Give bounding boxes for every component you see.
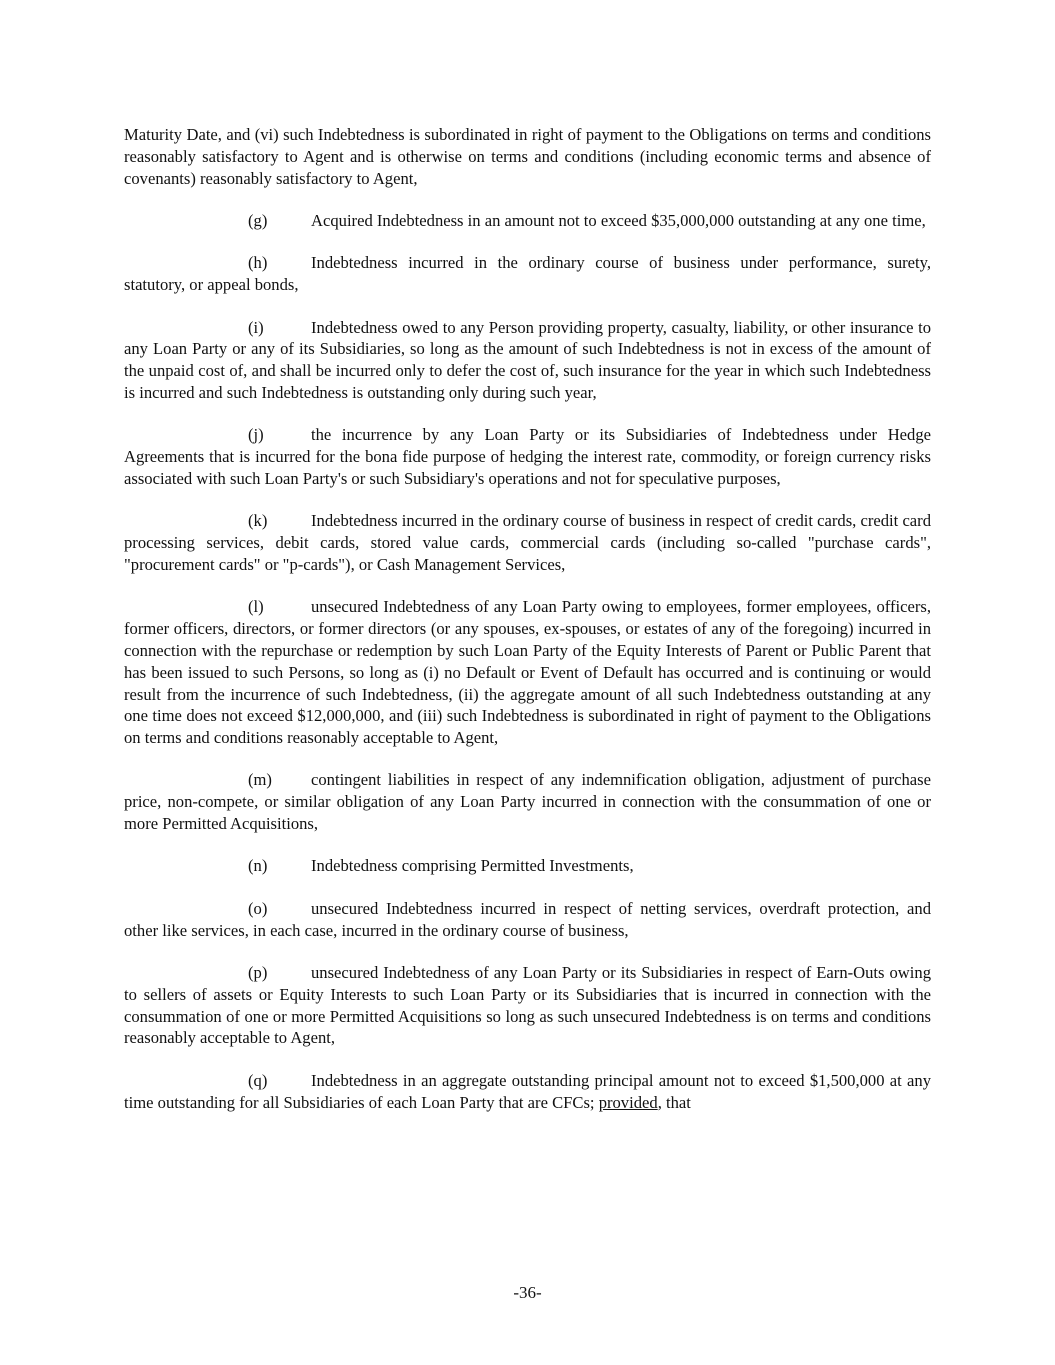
clause-tail: , that [657, 1092, 691, 1112]
clause-label: (l) [248, 597, 264, 617]
provided-term: provided [598, 1092, 658, 1112]
clause-g [124, 210, 931, 232]
clause-text: Indebtedness in an aggregate outstanding principal amount not to exceed $1,500,000 at any time outstanding for all Subsidiaries of each Loan Party that are CFCs; [124, 1070, 931, 1112]
clause-label: (p) [248, 963, 268, 983]
clause-k [124, 510, 931, 575]
clause-label: (g) [248, 210, 268, 230]
clause-m [124, 769, 931, 834]
clause-text: Indebtedness incurred in the ordinary course of business in respect of credit cards, credit card processing services, debit cards, stored value cards, commercial cards (including so-called "purchase cards", "procurement cards" or "p-cards"), or Cash Management Services, [124, 511, 931, 574]
page-number: -36- [513, 1283, 542, 1302]
clause-label: (m) [248, 770, 272, 790]
clause-label: (h) [248, 253, 268, 273]
clause-text: Indebtedness incurred in the ordinary course of business under performance, surety, statutory, or appeal bonds, [124, 253, 931, 295]
clause-i [124, 317, 931, 404]
document-body [124, 124, 931, 1134]
clause-p [124, 962, 931, 1049]
clause-text: Indebtedness comprising Permitted Investments, [311, 856, 634, 876]
clause-label: (n) [248, 856, 268, 876]
clause-label: (i) [248, 317, 264, 337]
clause-j [124, 424, 931, 489]
clause-label: (j) [248, 425, 264, 445]
clause-n [124, 855, 931, 877]
clause-label: (q) [248, 1070, 268, 1090]
clause-text: contingent liabilities in respect of any indemnification obligation, adjustment of purchase price, non-compete, or similar obligation of any Loan Party incurred in connection with the consummation of one or more Permitted Acquisitions, [124, 770, 931, 834]
clause-text: the incurrence by any Loan Party or its Subsidiaries of Indebtedness under Hedge Agreements that is incurred for the bona fide purpose of hedging the interest rate, commodity, or foreign currency risks associated with such Loan Party's or such Subsidiary's operations and not for speculative purposes, [124, 425, 931, 488]
clause-text: Indebtedness owed to any Person providing property, casualty, liability, or other insurance to any Loan Party or any of its Subsidiaries, so long as the amount of such Indebtedness is not in excess of the amount of the unpaid cost of, and shall be incurred only to defer the cost of, such insurance for the year in which such Indebtedness is incurred and such Indebtedness is outstanding only during such year, [124, 317, 931, 402]
clause-label: (k) [248, 511, 268, 531]
clause-label: (o) [248, 898, 268, 918]
clause-l [124, 596, 931, 749]
clause-text: unsecured Indebtedness of any Loan Party owing to employees, former employees, officers, former officers, directors, or former directors (or any spouses, ex-spouses, or estates of any of the foregoing) incurred in connection with the repurchase or redemption by such Loan Party of the Equity Interests of Parent or Public Parent that has been issued to such Persons, so long as (i) no Default or Event of Default has occurred and is continuing or would result from the incurrence of such Indebtedness, (ii) the aggregate amount of all such Indebtedness outstanding at any one time does not exceed $12,000,000, and (iii) such Indebtedness is subordinated in right of payment to the Obligations on terms and conditions reasonably acceptable to Agent, [124, 597, 931, 748]
clause-text: Acquired Indebtedness in an amount not to exceed $35,000,000 outstanding at any one time, [311, 210, 926, 230]
continuation-paragraph: Maturity Date, and (vi) such Indebtedness is subordinated in right of payment to the Obligations on terms and conditions reasonably satisfactory to Agent and is otherwise on terms and conditions (including economic terms and absence of covenants) reasonably satisfactory to Agent, [124, 125, 931, 188]
clause-o [124, 898, 931, 942]
clause-q [124, 1070, 931, 1114]
clause-h [124, 252, 931, 296]
clause-text: unsecured Indebtedness of any Loan Party or its Subsidiaries in respect of Earn-Outs owing to sellers of assets or Equity Interests to such Loan Party or its Subsidiaries that is incurred in connection with the consummation of one or more Permitted Acquisitions so long as such unsecured Indebtedness is on terms and conditions reasonably acceptable to Agent, [124, 963, 931, 1048]
clause-text: unsecured Indebtedness incurred in respect of netting services, overdraft protection, and other like services, in each case, incurred in the ordinary course of business, [124, 898, 931, 940]
